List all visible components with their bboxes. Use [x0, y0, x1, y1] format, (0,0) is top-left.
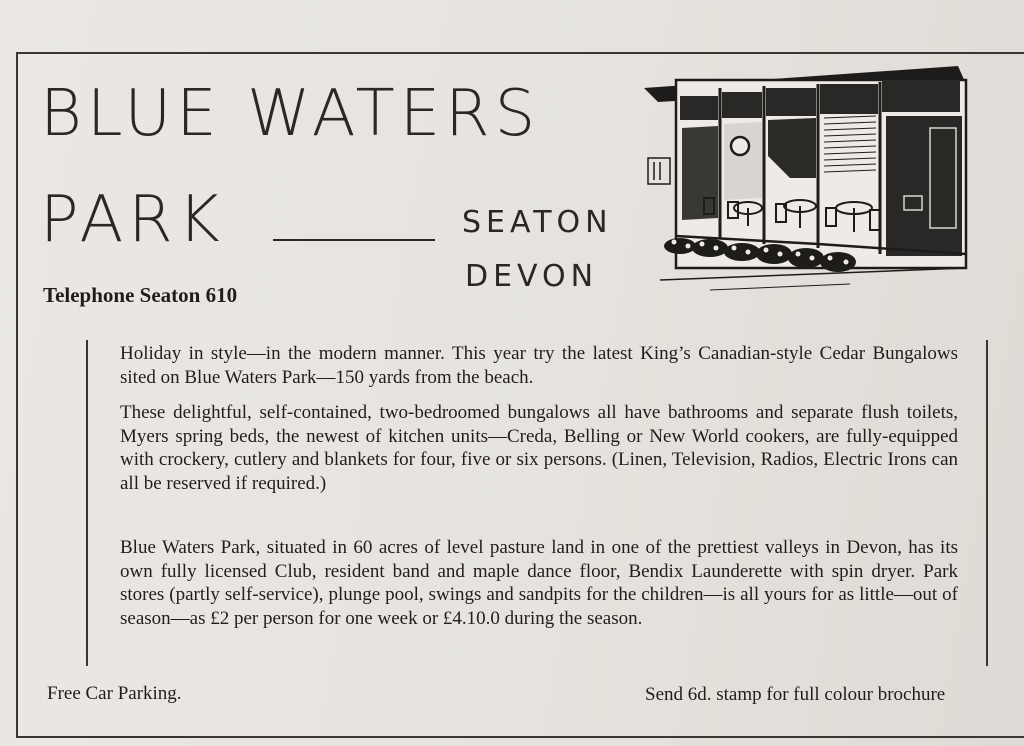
free-parking-note: Free Car Parking.	[47, 683, 182, 704]
body-paragraph: Blue Waters Park, situated in 60 acres of level pasture land in one of the prettiest valleys in Devon, has its own fully licensed Club, resident band and maple dance floor, Bendix Launderette with spin dryer. Park stores (partly self-service), plunge pool, swings and sandpits for the children—is all yours for as little—out of season—as £2 per person for one week or £4.10.0 during the season.	[120, 537, 958, 629]
body-paragraph: Holiday in style—in the modern manner. This year try the latest King’s Canadian-style Cedar Bungalows sited on Blue Waters Park—150 yards from the beach.	[120, 343, 958, 388]
headline-park: PARK	[40, 183, 225, 257]
brochure-offer: Send 6d. stamp for full colour brochure	[645, 684, 946, 705]
body-paragraph: These delightful, self-contained, two-bedroomed bungalows all have bathrooms and separate flush toilets, Myers spring beds, the newest of kitchen units—Creda, Belling or New World cookers, are fully-equipped with crockery, cutlery and blankets for four, five or six persons. (Linen, Television, Radios, Electric Irons can all be reserved if required.)	[120, 402, 958, 494]
telephone-number: Telephone Seaton 610	[43, 283, 238, 307]
headline-rule	[273, 239, 435, 241]
wall-clock	[731, 137, 749, 155]
side-sign	[648, 158, 670, 184]
clubhouse-illustration	[640, 58, 996, 298]
location-town: SEATON	[462, 205, 613, 240]
headline-blue-waters: BLUE WATERS	[40, 77, 541, 151]
location-county: DEVON	[465, 259, 599, 294]
